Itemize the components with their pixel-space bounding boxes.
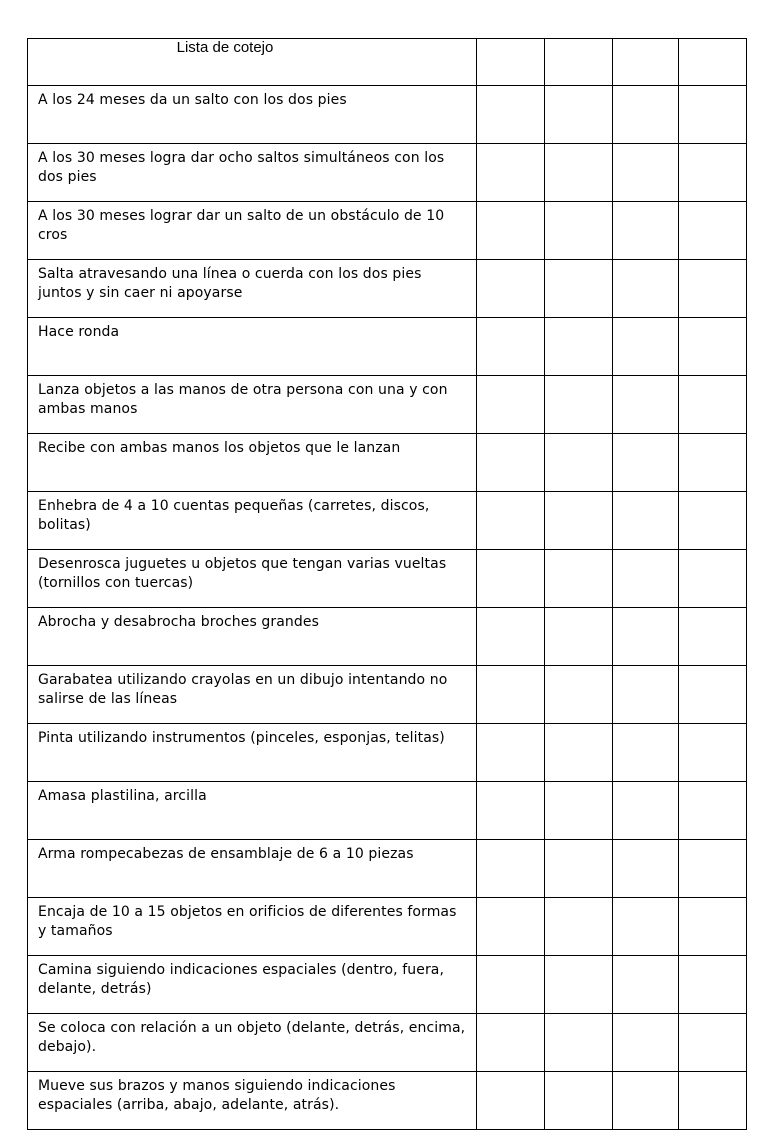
check-cell[interactable] bbox=[613, 724, 679, 782]
checklist-title-text: Lista de cotejo bbox=[176, 39, 274, 56]
checklist-row bbox=[28, 492, 747, 550]
checklist-item-text: Desenrosca juguetes u objetos que tengan varias vueltas (tornillos con tuercas) bbox=[28, 550, 477, 608]
checklist-row bbox=[28, 782, 747, 840]
check-cell[interactable] bbox=[545, 318, 613, 376]
header-blank-cell bbox=[679, 39, 747, 86]
checklist-item-text: Lanza objetos a las manos de otra persona con una y con ambas manos bbox=[28, 376, 477, 434]
checklist-item-text: A los 30 meses lograr dar un salto de un obstáculo de 10 cros bbox=[28, 202, 477, 260]
check-cell[interactable] bbox=[613, 1072, 679, 1130]
checklist-row bbox=[28, 260, 747, 318]
check-cell[interactable] bbox=[545, 86, 613, 144]
checklist-item-text: Recibe con ambas manos los objetos que le lanzan bbox=[28, 434, 477, 492]
checklist-item-text: Pinta utilizando instrumentos (pinceles, esponjas, telitas) bbox=[28, 724, 477, 782]
checklist-item-text: A los 30 meses logra dar ocho saltos simultáneos con los dos pies bbox=[28, 144, 477, 202]
checklist-item-text: Abrocha y desabrocha broches grandes bbox=[28, 608, 477, 666]
check-cell[interactable] bbox=[477, 898, 545, 956]
check-cell[interactable] bbox=[545, 550, 613, 608]
checklist-row bbox=[28, 144, 747, 202]
check-cell[interactable] bbox=[613, 318, 679, 376]
check-cell[interactable] bbox=[545, 492, 613, 550]
check-cell[interactable] bbox=[545, 376, 613, 434]
checklist-row bbox=[28, 202, 747, 260]
check-cell[interactable] bbox=[545, 260, 613, 318]
check-cell[interactable] bbox=[613, 492, 679, 550]
check-cell[interactable] bbox=[613, 898, 679, 956]
check-cell[interactable] bbox=[679, 144, 747, 202]
checklist-item-text: Arma rompecabezas de ensamblaje de 6 a 10 piezas bbox=[28, 840, 477, 898]
check-cell[interactable] bbox=[679, 898, 747, 956]
check-cell[interactable] bbox=[613, 782, 679, 840]
checklist-row bbox=[28, 666, 747, 724]
header-blank-cell bbox=[613, 39, 679, 86]
check-cell[interactable] bbox=[679, 1072, 747, 1130]
checklist-item-text: Garabatea utilizando crayolas en un dibujo intentando no salirse de las líneas bbox=[28, 666, 477, 724]
check-cell[interactable] bbox=[679, 260, 747, 318]
check-cell[interactable] bbox=[613, 1014, 679, 1072]
check-cell[interactable] bbox=[679, 1014, 747, 1072]
check-cell[interactable] bbox=[477, 724, 545, 782]
check-cell[interactable] bbox=[679, 782, 747, 840]
checklist-item-text: Se coloca con relación a un objeto (delante, detrás, encima, debajo). bbox=[28, 1014, 477, 1072]
checklist-row bbox=[28, 318, 747, 376]
check-cell[interactable] bbox=[545, 956, 613, 1014]
check-cell[interactable] bbox=[477, 782, 545, 840]
check-cell[interactable] bbox=[477, 144, 545, 202]
header-blank-cell bbox=[477, 39, 545, 86]
checklist-row bbox=[28, 840, 747, 898]
check-cell[interactable] bbox=[477, 376, 545, 434]
check-cell[interactable] bbox=[679, 86, 747, 144]
check-cell[interactable] bbox=[477, 202, 545, 260]
check-cell[interactable] bbox=[613, 202, 679, 260]
check-cell[interactable] bbox=[545, 202, 613, 260]
check-cell[interactable] bbox=[613, 86, 679, 144]
checklist-row bbox=[28, 724, 747, 782]
check-cell[interactable] bbox=[679, 956, 747, 1014]
check-cell[interactable] bbox=[545, 144, 613, 202]
check-cell[interactable] bbox=[613, 550, 679, 608]
checklist-item-text: Amasa plastilina, arcilla bbox=[28, 782, 477, 840]
check-cell[interactable] bbox=[477, 666, 545, 724]
checklist-row bbox=[28, 550, 747, 608]
check-cell[interactable] bbox=[477, 608, 545, 666]
check-cell[interactable] bbox=[679, 840, 747, 898]
check-cell[interactable] bbox=[545, 434, 613, 492]
check-cell[interactable] bbox=[679, 550, 747, 608]
check-cell[interactable] bbox=[477, 492, 545, 550]
checklist-row bbox=[28, 1014, 747, 1072]
checklist-row bbox=[28, 86, 747, 144]
header-row bbox=[28, 39, 747, 86]
check-cell[interactable] bbox=[613, 144, 679, 202]
checklist-item-text: Salta atravesando una línea o cuerda con los dos pies juntos y sin caer ni apoyarse bbox=[28, 260, 477, 318]
checklist-item-text: Hace ronda bbox=[28, 318, 477, 376]
check-cell[interactable] bbox=[679, 318, 747, 376]
checklist-item-text: A los 24 meses da un salto con los dos pies bbox=[28, 86, 477, 144]
check-cell[interactable] bbox=[477, 1072, 545, 1130]
check-cell[interactable] bbox=[613, 434, 679, 492]
checklist-title bbox=[28, 39, 477, 86]
checklist-row bbox=[28, 898, 747, 956]
checklist-item-text: Mueve sus brazos y manos siguiendo indicaciones espaciales (arriba, abajo, adelante, atrás). bbox=[28, 1072, 477, 1130]
check-cell[interactable] bbox=[613, 956, 679, 1014]
check-cell[interactable] bbox=[679, 608, 747, 666]
checklist-row bbox=[28, 376, 747, 434]
check-cell[interactable] bbox=[545, 840, 613, 898]
check-cell[interactable] bbox=[679, 492, 747, 550]
check-cell[interactable] bbox=[477, 86, 545, 144]
check-cell[interactable] bbox=[477, 840, 545, 898]
check-cell[interactable] bbox=[613, 840, 679, 898]
check-cell[interactable] bbox=[679, 666, 747, 724]
check-cell[interactable] bbox=[545, 608, 613, 666]
check-cell[interactable] bbox=[679, 202, 747, 260]
checklist-table bbox=[27, 38, 747, 1130]
check-cell[interactable] bbox=[613, 666, 679, 724]
checklist-item-text: Camina siguiendo indicaciones espaciales (dentro, fuera, delante, detrás) bbox=[28, 956, 477, 1014]
checklist-row bbox=[28, 956, 747, 1014]
check-cell[interactable] bbox=[477, 1014, 545, 1072]
check-cell[interactable] bbox=[679, 434, 747, 492]
check-cell[interactable] bbox=[679, 376, 747, 434]
check-cell[interactable] bbox=[545, 1072, 613, 1130]
header-blank-cell bbox=[545, 39, 613, 86]
check-cell[interactable] bbox=[477, 260, 545, 318]
check-cell[interactable] bbox=[545, 666, 613, 724]
check-cell[interactable] bbox=[613, 608, 679, 666]
check-cell[interactable] bbox=[613, 260, 679, 318]
check-cell[interactable] bbox=[477, 318, 545, 376]
checklist-row bbox=[28, 1072, 747, 1130]
check-cell[interactable] bbox=[545, 898, 613, 956]
checklist-item-text: Enhebra de 4 a 10 cuentas pequeñas (carretes, discos, bolitas) bbox=[28, 492, 477, 550]
check-cell[interactable] bbox=[545, 1014, 613, 1072]
checklist-item-text: Encaja de 10 a 15 objetos en orificios de diferentes formas y tamaños bbox=[28, 898, 477, 956]
check-cell[interactable] bbox=[679, 724, 747, 782]
checklist-row bbox=[28, 434, 747, 492]
check-cell[interactable] bbox=[477, 956, 545, 1014]
check-cell[interactable] bbox=[545, 782, 613, 840]
checklist-row bbox=[28, 608, 747, 666]
check-cell[interactable] bbox=[613, 376, 679, 434]
check-cell[interactable] bbox=[545, 724, 613, 782]
check-cell[interactable] bbox=[477, 434, 545, 492]
check-cell[interactable] bbox=[477, 550, 545, 608]
